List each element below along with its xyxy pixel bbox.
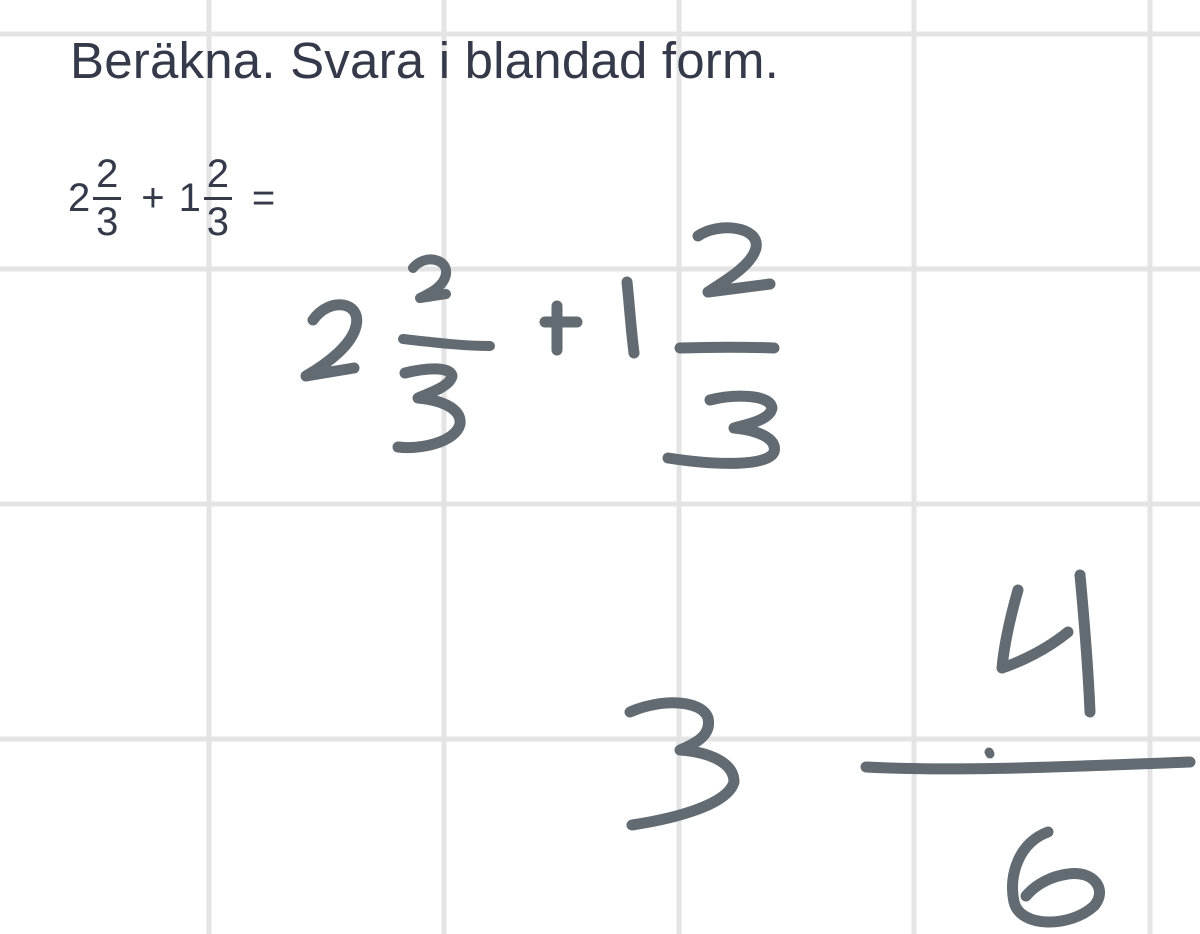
ink-digit-2	[306, 305, 357, 376]
ink-fraction-bar	[403, 339, 490, 346]
ink-plus-sign	[545, 306, 577, 350]
handwritten-answer	[630, 575, 1190, 922]
mixed-number-2-whole: 1	[178, 176, 201, 220]
ink-digit-2	[698, 228, 770, 292]
handwritten-expression	[306, 228, 774, 464]
ink-digit-3	[668, 396, 774, 463]
fraction-numerator: 2	[206, 152, 229, 196]
fraction-denominator: 3	[96, 200, 119, 244]
ink-digit-6	[1012, 832, 1099, 922]
ink-digit-3	[630, 703, 734, 825]
fraction-denominator: 3	[206, 200, 229, 244]
ink-digit-1	[627, 282, 634, 353]
ink-digit-2	[413, 259, 446, 298]
ink-dot	[989, 752, 990, 754]
plus-operator: +	[141, 176, 165, 220]
task-instruction: Beräkna. Svara i blandad form.	[70, 32, 780, 89]
mixed-number-1-whole: 2	[68, 176, 91, 220]
ink-fraction-bar	[866, 762, 1190, 769]
fraction-numerator: 2	[96, 152, 119, 196]
equals-sign: =	[251, 176, 276, 220]
ink-digit-4	[1002, 575, 1090, 712]
ink-digit-3	[398, 369, 460, 448]
ink-fraction-bar	[680, 347, 774, 348]
